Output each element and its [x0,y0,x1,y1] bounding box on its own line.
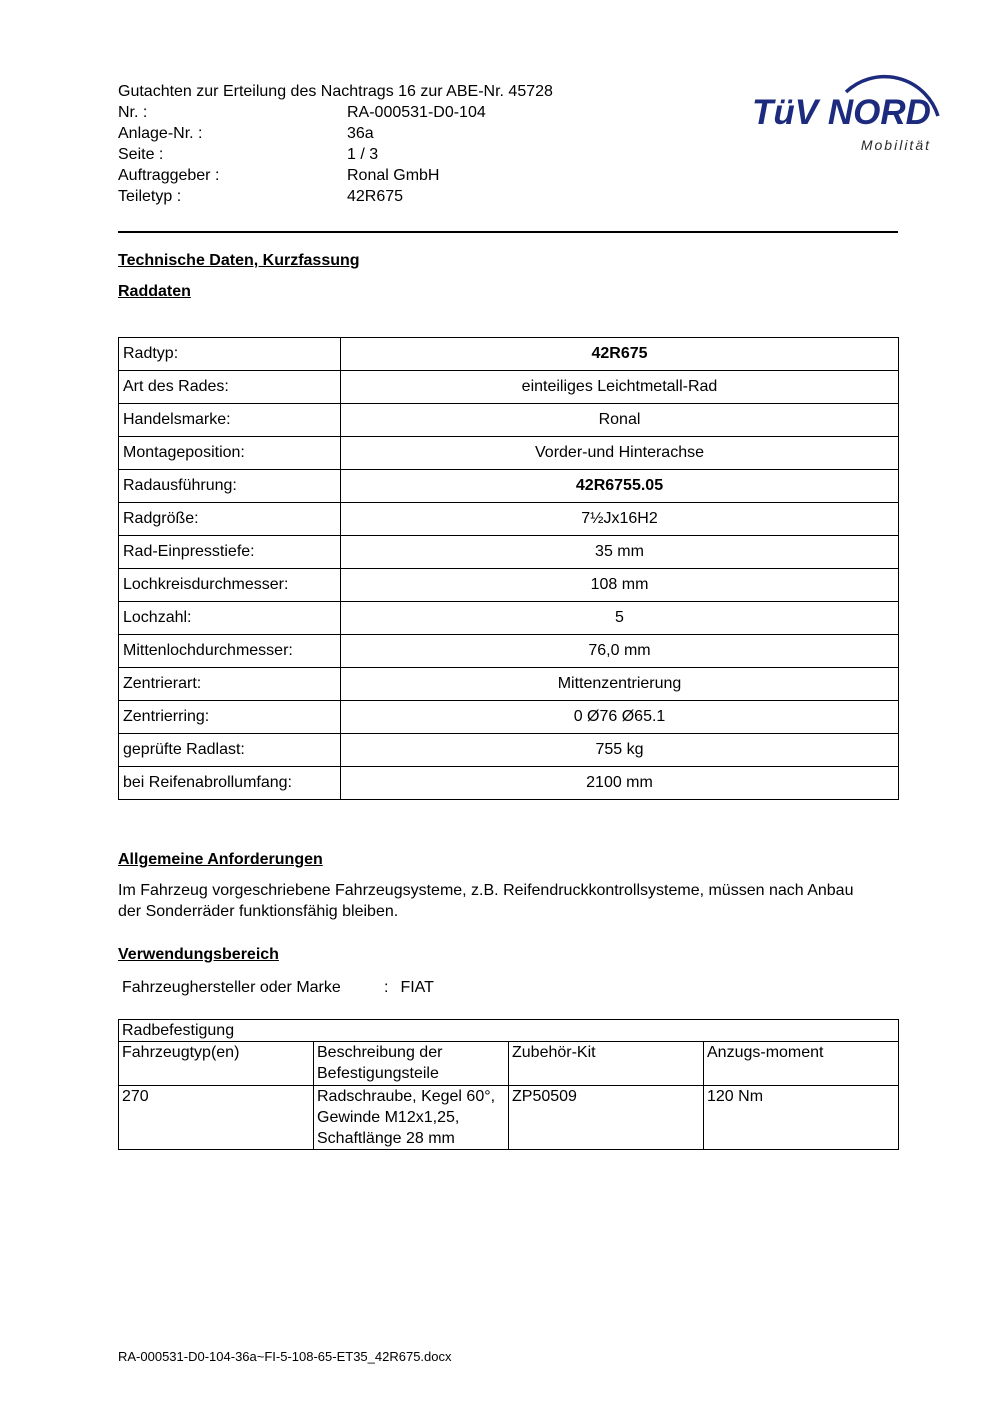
field-value: 36a [347,125,374,142]
header-field-teiletyp [118,186,553,207]
table-row [119,470,899,503]
logo-tagline: Mobilität [860,137,931,153]
raddaten-label: Mittenlochdurchmesser: [119,635,341,668]
table-header-row [119,1042,899,1086]
raddaten-label: Lochkreisdurchmesser: [119,569,341,602]
table-row [119,734,899,767]
fahrzeughersteller-colon: : [384,979,389,996]
raddaten-value: 42R6755.05 [341,470,899,503]
section-heading-technische-daten: Technische Daten, Kurzfassung [118,252,360,269]
allgemeine-anforderungen-text: Im Fahrzeug vorgeschriebene Fahrzeugsysteme, z.B. Reifendruckkontrollsysteme, müssen nach Anbau der Sonderräder funktionsfähig bleiben. [118,882,854,920]
table-row [119,701,899,734]
tuv-nord-logo-icon [750,52,945,132]
raddaten-label: Art des Rades: [119,371,341,404]
field-value: 1 / 3 [347,146,379,163]
raddaten-value: 42R675 [341,338,899,371]
table-row [119,635,899,668]
field-label: Anlage-Nr. : [118,125,203,142]
field-label: Teiletyp : [118,188,182,205]
table-row [119,602,899,635]
radbefestigung-title: Radbefestigung [119,1020,899,1042]
field-value: RA-000531-D0-104 [347,104,486,121]
table-row [119,668,899,701]
column-header-anzugsmoment: Anzugs-moment [704,1042,899,1086]
section-heading-verwendungsbereich: Verwendungsbereich [118,946,279,963]
table-row [119,536,899,569]
raddaten-value: Ronal [341,404,899,437]
header-field-seite [118,144,553,165]
raddaten-value: einteiliges Leichtmetall-Rad [341,371,899,404]
raddaten-label: Lochzahl: [119,602,341,635]
field-value: 42R675 [347,188,404,205]
raddaten-table [118,337,899,800]
raddaten-label: geprüfte Radlast: [119,734,341,767]
table-row [119,767,899,800]
header-field-nr [118,102,553,123]
document-filename: RA-000531-D0-104-36a~FI-5-108-65-ET35_42R675.docx [118,1349,452,1364]
column-header-zubehoer-kit: Zubehör-Kit [509,1042,704,1086]
cell-anzugsmoment: 120 Nm [704,1086,899,1150]
report-title: Gutachten zur Erteilung des Nachtrags 16 zur ABE-Nr. 45728 [118,83,553,100]
field-value: Ronal GmbH [347,167,440,184]
fahrzeughersteller-value: FIAT [400,979,434,996]
raddaten-label: Zentrierring: [119,701,341,734]
raddaten-label: Radgröße: [119,503,341,536]
field-label: Auftraggeber : [118,167,220,184]
header-field-anlage [118,123,553,144]
raddaten-value: 7½Jx16H2 [341,503,899,536]
raddaten-value: Vorder-und Hinterachse [341,437,899,470]
column-header-fahrzeugtyp: Fahrzeugtyp(en) [119,1042,314,1086]
cell-zubehoer-kit: ZP50509 [509,1086,704,1150]
table-row [119,503,899,536]
raddaten-value: 35 mm [341,536,899,569]
raddaten-value: 108 mm [341,569,899,602]
raddaten-label: Handelsmarke: [119,404,341,437]
cell-fahrzeugtyp: 270 [119,1086,314,1150]
table-row [119,1086,899,1150]
tuv-nord-logo [750,52,945,153]
document-header [118,81,553,207]
fahrzeughersteller-line [122,979,434,997]
header-divider [118,231,898,233]
header-field-auftraggeber [118,165,553,186]
column-header-beschreibung: Beschreibung der Befestigungsteile [314,1042,509,1086]
raddaten-label: Radtyp: [119,338,341,371]
cell-beschreibung: Radschraube, Kegel 60°, Gewinde M12x1,25, Schaftlänge 28 mm [314,1086,509,1150]
raddaten-value: Mittenzentrierung [341,668,899,701]
section-heading-allgemeine-anforderungen: Allgemeine Anforderungen [118,851,323,868]
raddaten-label: Zentrierart: [119,668,341,701]
raddaten-value: 5 [341,602,899,635]
table-row [119,371,899,404]
raddaten-value: 76,0 mm [341,635,899,668]
table-row [119,1020,899,1042]
raddaten-label: Montageposition: [119,437,341,470]
raddaten-label: Radausführung: [119,470,341,503]
table-row [119,569,899,602]
raddaten-label: bei Reifenabrollumfang: [119,767,341,800]
raddaten-label: Rad-Einpresstiefe: [119,536,341,569]
raddaten-value: 755 kg [341,734,899,767]
field-label: Seite : [118,146,164,163]
logo-brand-text: TüV NORD [752,93,931,132]
raddaten-value: 2100 mm [341,767,899,800]
table-row [119,404,899,437]
section-heading-raddaten: Raddaten [118,283,191,300]
raddaten-value: 0 Ø76 Ø65.1 [341,701,899,734]
table-row [119,437,899,470]
fahrzeughersteller-label: Fahrzeughersteller oder Marke [122,979,341,996]
radbefestigung-table [118,1019,899,1150]
field-label: Nr. : [118,104,148,121]
table-row [119,338,899,371]
